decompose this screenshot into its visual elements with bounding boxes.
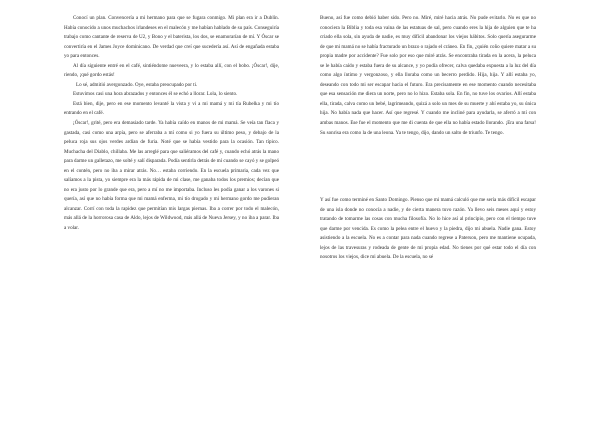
paragraph: Estuvimos casi una hora abrazados y entonces él se echó a llorar. Lola, lo siento. <box>73 91 238 98</box>
paragraph: Conocí un plan. Convencería a mi hermano para que se fugara conmigo. Mi plan era ir a Dublín. Había conocido a unos muchachos irlandeses en el malecón y me habían hablado de su país. Conseguiría trabajo como cantante de reserva de U2, y Bono y el baterista, los dos, se enamorarían de mí. Y Óscar se convertiría en el James Joyce dominicano. De verdad que creí que sucedería así. Así de engañada estaba yo para entonces. <box>64 15 279 60</box>
paragraph: ¡Óscar!, grité, pero era demasiado tarde. Ya había caído en manos de mi mamá. Se veía tan flaca y gastada, casi como una arpía, pero se aferraba a mí como si yo fuera su último peso, y debajo de la peluca roja sus ojos verdes ardían de furia. Noté que se había vestido para la ocasión. Tan típico. Muchacha del Diablo, chillaba. Me las arreglé para que saliéramos del café y, cuando echó atrás la mano para darme un galletazo, me solté y salí disparada. Podía sentirla detrás de mí cuando se cayó y se golpeó en el contén, pero no iba a mirar atrás. No… estaba corriendo. En la escuela primaria, cada vez que salíamos a la pista, yo siempre era la más rápida de mi clase, me ganaba todos los premios; decían que no era justo por lo grande que era, pero a mí no me importaba. Incluso les podía ganar a los varones si quería, así que no había forma que mi mamá enferma, mi tío drogado y mi hermano gordo me pudieran alcanzar. Corrí con toda la rapidez que permitían mis largas piernas. Iba a correr por todo el malecón, más allá de la horrorosa casa de Aldo, lejos de Wildwood, más allá de Nueva Jersey, y no iba a parar. Iba a volar. <box>64 120 279 232</box>
paragraph: Y así fue como terminé en Santo Domingo. Pienso que mi mamá calculó que me sería más difícil escapar de una isla donde no conocía a nadie, y de cierta manera tuvo razón. Ya llevo seis meses aquí y estoy tratando de tomarme las cosas con mucha filosofía. No lo hice así al principio, pero con el tiempo tuve que darme por vencida. Es como la pelea entre el huevo y la piedra, dijo mi abuela. Nadie gana. Estoy asistiendo a la escuela. No es a contar para nada cuando regrese a Paterson, pero me mantiene ocupada, lejos de las travesuras y rodeada de gente de mi propia edad. No tienes por qué estar todo el día con nosotros los viejos, dice mi abuela. De la escuela, no sé <box>320 197 536 261</box>
paragraph: Bueno, así fue como debió haber sido. Pero no. Miré, miré hacia atrás. No pude evitarlo. No es que no conociera la Biblia y toda esa vaina de las estatuas de sal, pero cuando eres la hija de alguien que te ha criado ella sola, sin ayuda de nadie, es muy difícil abandonar los viejos hábitos. Solo quería asegurarme de que mi mamá no se había fracturado un brazo o rajado el cráneo. En fin, ¿quién coño quiere matar a su propia madre por accidente? Fue solo por eso que miré atrás. Se encontraba tirada en la acera, la peluca se le había caído y estaba fuera de su alcance, y yo podía ofrecer, calva quedaba expuesta a la luz del día como algo íntimo y vergonzoso, y ella lloraba como un becerro perdido. Hija, hija. Y allí estaba yo, deseando con todo mi ser escapar hacia el futuro. Era precisamente en ese momento cuando necesitaba que esa sensación me diera un norte, pero no lo hizo. Estaba sola. En fin, no tuve los ovarios. Allí estaba ella, tirada, calva como un bebé, lagrimeando, quizá a solo un mes de su muerte y ahí estaba yo, su única hija. No había nada que hacer. Así que regresé. Y cuando me incliné para ayudarla, se aferró a mí con ambas manos. Ese fue el momento que me di cuenta de que ella no había estado llorando. ¡Era una farsa! Su sonrisa era como la de una leona. Ya te tengo, dijo, dando un salto de triunfo. Te tengo. <box>320 15 536 136</box>
right-page <box>320 14 536 263</box>
paragraph: Al día siguiente entré en el café, sintiéndome nueveera, y lo estaba allí, con el bobo. ¡Óscar!, dije, riendo, ¡qué gordo estás! <box>64 62 279 79</box>
left-page <box>64 14 279 234</box>
paragraph: Está bien, dije, pero en ese momento levanté la vista y vi a mi mamá y mi tía Rubelka y mi tío entrando en el café. <box>64 100 279 117</box>
section-break <box>320 138 536 196</box>
paragraph: Lo sé, admitió avergonzado. Oye, estaba preocupado por ti. <box>76 81 198 88</box>
